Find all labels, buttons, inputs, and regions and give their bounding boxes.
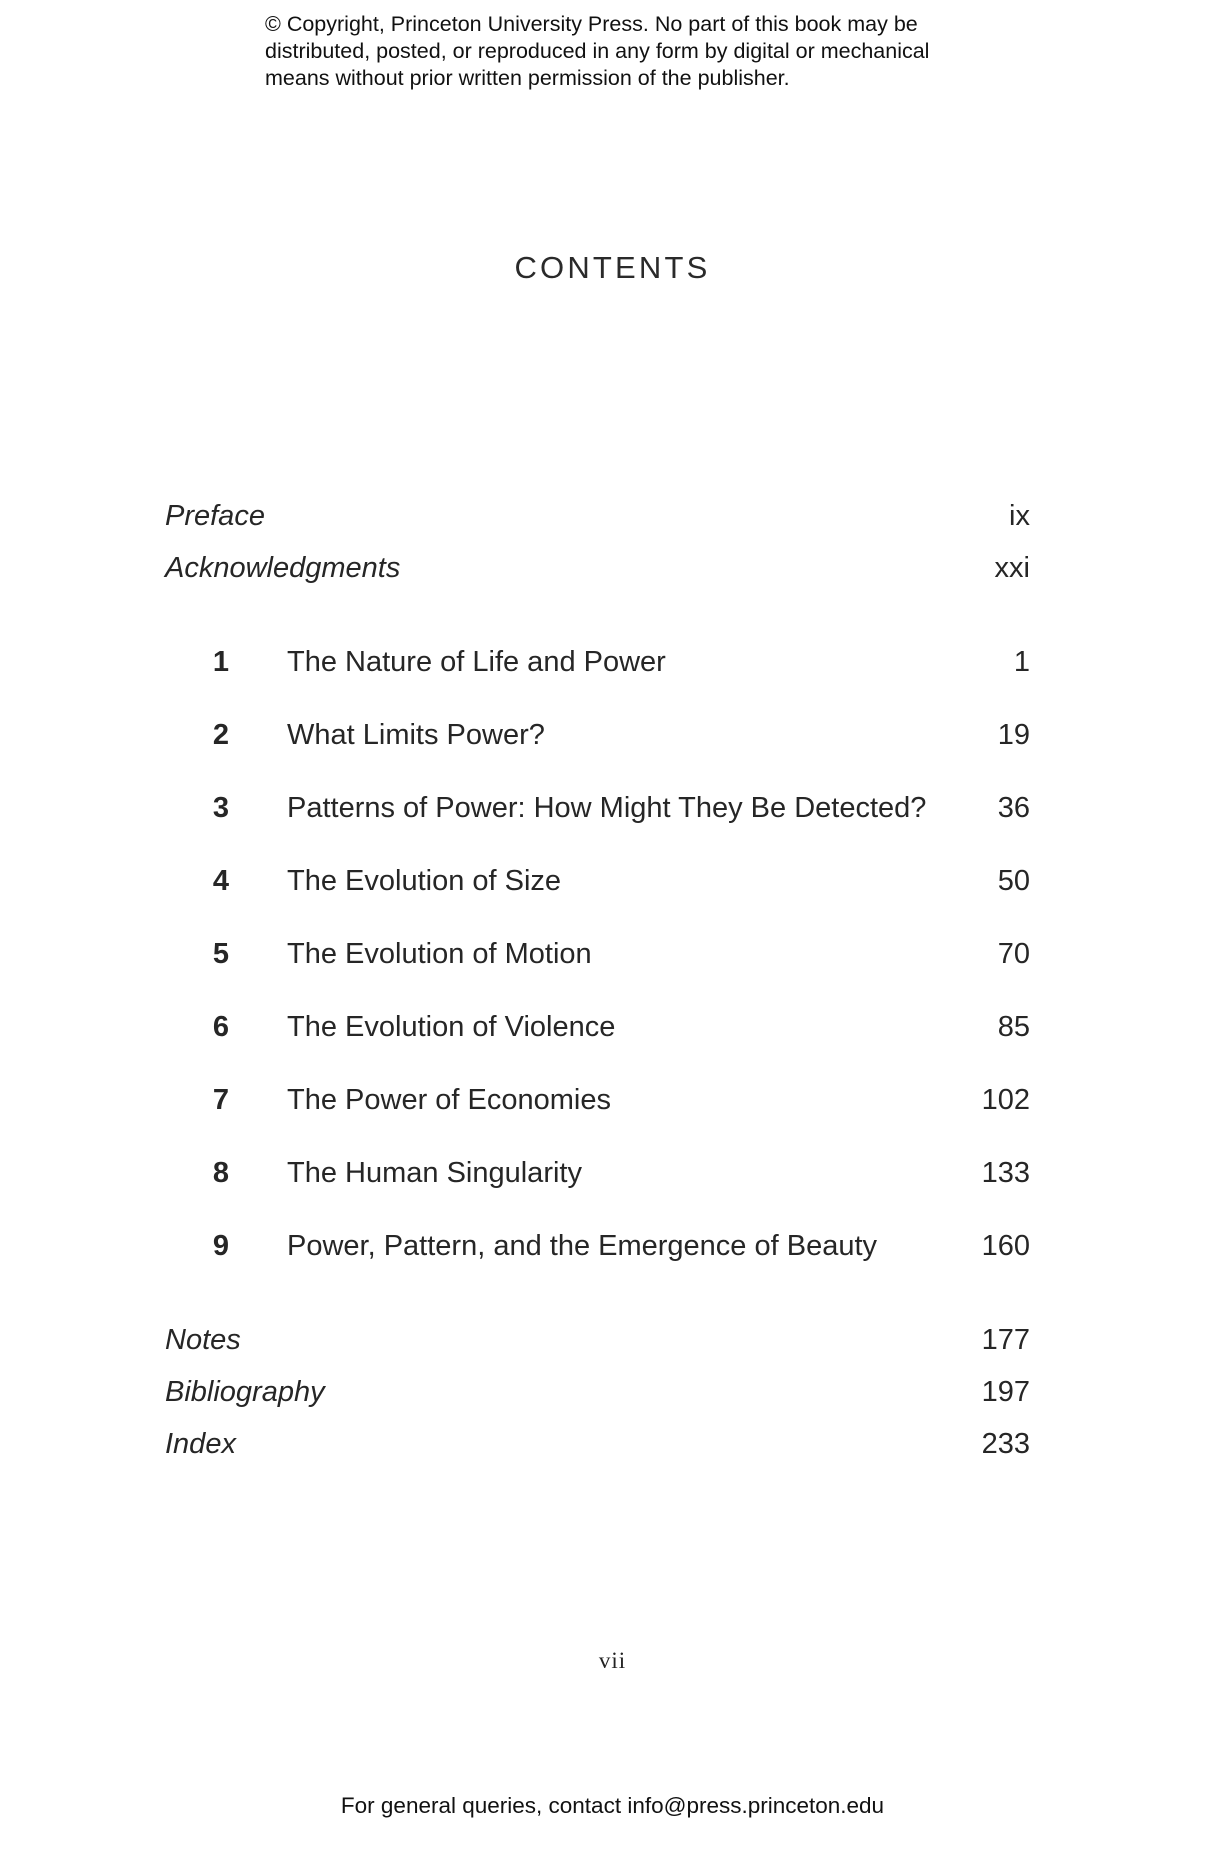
chapter-title: What Limits Power? [287,719,545,751]
toc-entry-label: Bibliography [165,1376,325,1408]
copyright-line: © Copyright, Princeton University Press. No part of this book may be [265,12,918,36]
chapter-number: 9 [212,1230,230,1262]
toc-entry-page: 36 [997,792,1030,824]
toc-entry-page: 1 [1013,646,1030,678]
chapter-title: The Evolution of Motion [287,938,592,970]
toc-chapter-3[interactable] [0,788,1225,828]
toc-entry-page: 197 [981,1376,1030,1408]
toc-chapter-1[interactable] [0,642,1225,682]
toc-entry-page: ix [1009,500,1030,532]
toc-entry-page: 133 [981,1157,1030,1189]
toc-entry-page: 70 [997,938,1030,970]
toc-chapter-2[interactable] [0,715,1225,755]
toc-entry-label: Notes [165,1324,241,1356]
toc-chapter-6[interactable] [0,1007,1225,1047]
page-number: vii [598,1648,627,1673]
chapter-title: The Evolution of Violence [287,1011,616,1043]
toc-chapter-7[interactable] [0,1080,1225,1120]
chapter-number: 5 [212,938,230,970]
chapter-number: 6 [212,1011,230,1043]
chapter-title: Patterns of Power: How Might They Be Detected? [287,792,927,824]
chapter-title: The Evolution of Size [287,865,562,897]
footer-contact: For general queries, contact info@press.princeton.edu [340,1793,885,1818]
toc-entry-page: 19 [997,719,1030,751]
toc-chapter-5[interactable] [0,934,1225,974]
copyright-line: means without prior written permission of the publisher. [265,66,790,90]
toc-entry-index[interactable] [0,1424,1225,1464]
toc-chapter-8[interactable] [0,1153,1225,1193]
toc-entry-label: Preface [165,500,265,532]
chapter-number: 4 [212,865,230,897]
chapter-number: 1 [212,646,230,678]
chapter-title: The Power of Economies [287,1084,611,1116]
chapter-title: The Human Singularity [287,1157,582,1189]
toc-chapter-9[interactable] [0,1226,1225,1266]
chapter-number: 3 [212,792,230,824]
chapter-number: 2 [212,719,230,751]
toc-entry-page: 233 [981,1428,1030,1460]
toc-entry-page: 102 [981,1084,1030,1116]
chapter-number: 8 [212,1157,230,1189]
chapter-number: 7 [212,1084,230,1116]
toc-entry-page: xxi [994,552,1030,584]
copyright-line: distributed, posted, or reproduced in any form by digital or mechanical [265,39,930,63]
toc-entry-page: 50 [997,865,1030,897]
toc-entry-preface[interactable] [0,496,1225,536]
toc-entry-notes[interactable] [0,1320,1225,1360]
toc-entry-page: 177 [981,1324,1030,1356]
toc-entry-page: 85 [997,1011,1030,1043]
toc-entry-acknowledgments[interactable] [0,548,1225,588]
toc-entry-bibliography[interactable] [0,1372,1225,1412]
toc-entry-label: Acknowledgments [165,552,401,584]
toc-chapter-4[interactable] [0,861,1225,901]
page-title: CONTENTS [514,250,711,285]
chapter-title: The Nature of Life and Power [287,646,666,678]
chapter-title: Power, Pattern, and the Emergence of Beauty [287,1230,878,1262]
toc-entry-label: Index [165,1428,236,1460]
toc-entry-page: 160 [981,1230,1030,1262]
